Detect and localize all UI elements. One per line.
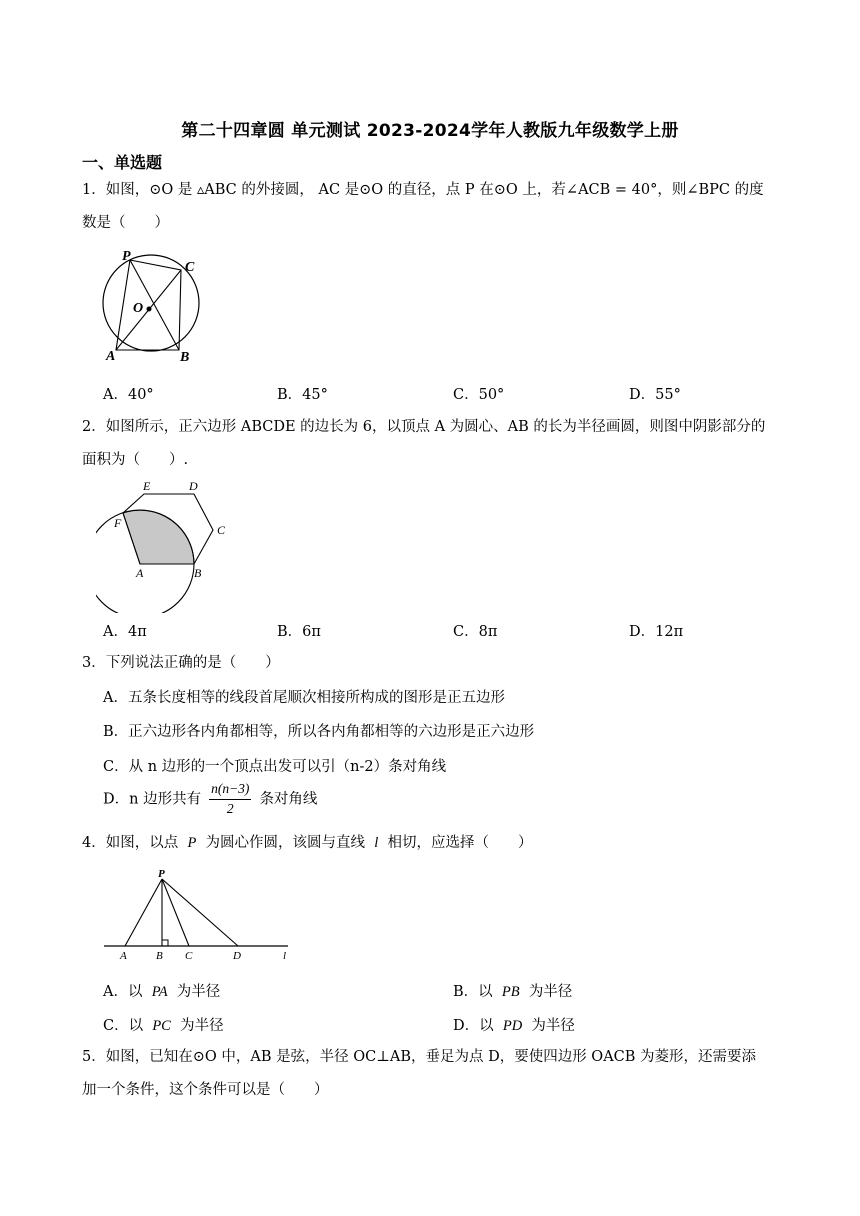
option-b[interactable]: B．6π bbox=[277, 624, 321, 640]
option-d[interactable]: D．12π bbox=[629, 624, 684, 640]
option-d-text: D．n 边形共有 bbox=[103, 791, 202, 808]
option-b[interactable] bbox=[453, 980, 572, 1001]
option-text-end: 为半径 bbox=[180, 1018, 224, 1034]
option-variable: PC bbox=[152, 1018, 171, 1034]
option-a[interactable]: A．4π bbox=[103, 624, 147, 640]
option-text-end: 为半径 bbox=[531, 1018, 575, 1034]
option-text: D．以 bbox=[453, 1018, 494, 1034]
option-text: B．以 bbox=[453, 984, 493, 1000]
label-f: F bbox=[114, 516, 122, 530]
option-text: C．以 bbox=[103, 1018, 144, 1034]
fraction-numerator: n(n−3) bbox=[209, 782, 251, 800]
option-text: A．以 bbox=[103, 984, 143, 1000]
segment-pc bbox=[162, 879, 189, 946]
option-c[interactable]: C．从 n 边形的一个顶点出发可以引（n-2）条对角线 bbox=[103, 759, 447, 775]
option-text-end: 为半径 bbox=[176, 984, 221, 1000]
question-3-stem bbox=[82, 647, 812, 680]
question-4-stem bbox=[82, 827, 812, 860]
label-l: l bbox=[283, 950, 287, 962]
question-number: 2． bbox=[82, 419, 106, 435]
question-1-figure bbox=[96, 246, 211, 364]
fraction bbox=[209, 782, 251, 817]
option-text-end: 为半径 bbox=[528, 984, 573, 1000]
page-title: 第二十四章圆 单元测试 2023-2024学年人教版九年级数学上册 bbox=[181, 121, 679, 141]
option-b[interactable]: B．45° bbox=[277, 387, 328, 403]
option-variable: PB bbox=[501, 984, 520, 1000]
fraction-denominator: 2 bbox=[226, 800, 234, 816]
label-p: P bbox=[158, 868, 165, 880]
option-c[interactable]: C．50° bbox=[453, 387, 505, 403]
label-b: B bbox=[180, 350, 190, 364]
question-2-stem bbox=[82, 411, 812, 477]
option-d-text-end: 条对角线 bbox=[259, 791, 318, 808]
option-a[interactable]: A．五条长度相等的线段首尾顺次相接所构成的图形是正五边形 bbox=[103, 690, 505, 706]
shaded-sector bbox=[123, 510, 194, 564]
option-d[interactable] bbox=[453, 1014, 575, 1035]
option-c[interactable]: C．8π bbox=[453, 624, 498, 640]
label-c: C bbox=[217, 523, 226, 537]
question-text-end: 相切，应选择（ ） bbox=[387, 835, 533, 851]
right-angle-mark bbox=[162, 940, 168, 946]
label-p: P bbox=[122, 249, 131, 264]
segment-pd bbox=[162, 879, 238, 946]
question-number: 1． bbox=[82, 182, 106, 198]
question-number: 4． bbox=[82, 835, 106, 851]
question-text: 如图，⊙O 是 ▵ABC 的外接圆， AC 是⊙O 的直径，点 P 在⊙O 上，若∠ACB = 40°，则∠BPC 的度 bbox=[105, 182, 764, 198]
question-5-stem bbox=[82, 1041, 812, 1107]
option-a[interactable]: A．40° bbox=[103, 387, 154, 403]
variable-l: l bbox=[374, 835, 379, 851]
question-text: 如图，以点 bbox=[105, 835, 179, 851]
section-heading: 一、单选题 bbox=[82, 153, 163, 172]
option-b[interactable]: B．正六边形各内角都相等，所以各内角都相等的六边形是正六边形 bbox=[103, 724, 535, 740]
question-text-cont: 加一个条件，这个条件可以是（ ） bbox=[82, 1082, 329, 1098]
segment-pa bbox=[125, 879, 162, 946]
option-c[interactable] bbox=[103, 1014, 224, 1035]
question-text-cont: 数是（ ） bbox=[82, 215, 169, 231]
label-o: O bbox=[133, 301, 144, 316]
label-b: B bbox=[156, 950, 163, 962]
label-c: C bbox=[185, 260, 195, 275]
option-variable: PD bbox=[502, 1018, 523, 1034]
label-e: E bbox=[143, 479, 151, 493]
option-a[interactable] bbox=[103, 980, 220, 1001]
question-number: 5． bbox=[82, 1049, 106, 1065]
label-d: D bbox=[233, 950, 241, 962]
question-text-mid: 为圆心作圆，该圆与直线 bbox=[205, 835, 366, 851]
label-a: A bbox=[136, 566, 144, 580]
label-a: A bbox=[106, 349, 116, 364]
question-text: 如图，已知在⊙O 中，AB 是弦，半径 OC⊥AB，垂足为点 D，要使四边形 OACB 为菱形，还需要添 bbox=[105, 1049, 757, 1065]
option-variable: PA bbox=[151, 984, 168, 1000]
label-c: C bbox=[185, 950, 193, 962]
question-2-figure bbox=[96, 478, 236, 613]
question-text: 如图所示，正六边形 ABCDE 的边长为 6，以顶点 A 为圆心、AB 的长为半径画圆，则图中阴影部分的 bbox=[105, 419, 766, 435]
variable-p: P bbox=[187, 835, 197, 851]
question-text-cont: 面积为（ ）. bbox=[82, 452, 189, 468]
label-d: D bbox=[189, 479, 198, 493]
option-d[interactable] bbox=[103, 782, 317, 817]
label-b: B bbox=[194, 566, 202, 580]
question-text: 下列说法正确的是（ ） bbox=[105, 655, 280, 671]
question-4-figure bbox=[100, 865, 295, 965]
question-1-stem bbox=[82, 174, 812, 240]
label-a: A bbox=[120, 950, 127, 962]
question-number: 3． bbox=[82, 655, 106, 671]
center-point-o bbox=[147, 307, 152, 312]
option-d[interactable]: D．55° bbox=[629, 387, 681, 403]
